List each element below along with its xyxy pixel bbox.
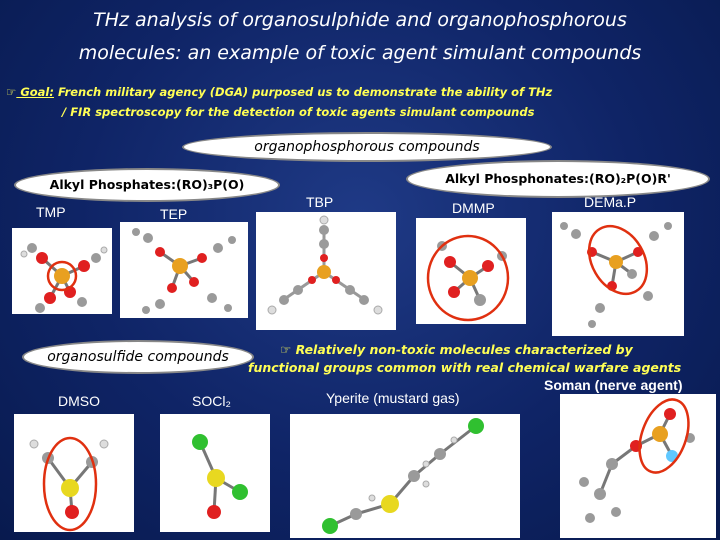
- agent-label-soman: Soman (nerve agent): [544, 377, 683, 393]
- molecule-label-socl2: SOCl₂: [192, 393, 231, 409]
- pointing-hand-icon: ☞: [280, 342, 292, 357]
- alkyl-phosphates-label: Alkyl Phosphates:(RO)₃P(O): [14, 168, 280, 202]
- tep-molecule-image: [120, 222, 248, 318]
- alkyl-phosphonates-label: Alkyl Phosphonates:(RO)₂P(O)R': [406, 160, 710, 198]
- note-line-1: ☞ Relatively non-toxic molecules characterized by: [280, 342, 633, 357]
- tmp-molecule-image: [12, 228, 112, 314]
- goal-text-2: / FIR spectroscopy for the detection of toxic agents simulant compounds: [62, 105, 535, 119]
- soman-molecule-image: [560, 394, 716, 538]
- title-line-1: THz analysis of organosulphide and organophosphorous: [93, 9, 627, 31]
- yperite-molecule-image: [290, 414, 520, 538]
- molecule-label-tbp: TBP: [306, 194, 334, 210]
- molecule-label-dmmp: DMMP: [452, 200, 495, 216]
- agent-label-yperite: Yperite (mustard gas): [326, 390, 460, 406]
- organophosphorous-header: organophosphorous compounds: [182, 132, 552, 162]
- goal-label: Goal:: [16, 85, 54, 99]
- socl2-molecule-image: [160, 414, 270, 532]
- goal-paragraph: [6, 82, 716, 122]
- pointing-hand-icon: ☞: [6, 85, 17, 99]
- molecule-label-dmso: DMSO: [58, 393, 100, 409]
- organosulfide-header: organosulfide compounds: [22, 340, 254, 374]
- title-line-2: molecules: an example of toxic agent simulant compounds: [78, 42, 642, 64]
- tbp-molecule-image: [256, 212, 396, 330]
- dmso-molecule-image: [14, 414, 134, 532]
- goal-text-1: French military agency (DGA) purposed us to demonstrate the ability of THz: [53, 85, 553, 99]
- molecule-label-tep: TEP: [160, 206, 188, 222]
- demap-molecule-image: [552, 212, 684, 336]
- molecule-label-demap: DEMa.P: [584, 194, 637, 210]
- dmmp-molecule-image: [416, 218, 526, 324]
- molecule-label-tmp: TMP: [36, 204, 66, 220]
- note-line-2: functional groups common with real chemical warfare agents: [248, 360, 682, 375]
